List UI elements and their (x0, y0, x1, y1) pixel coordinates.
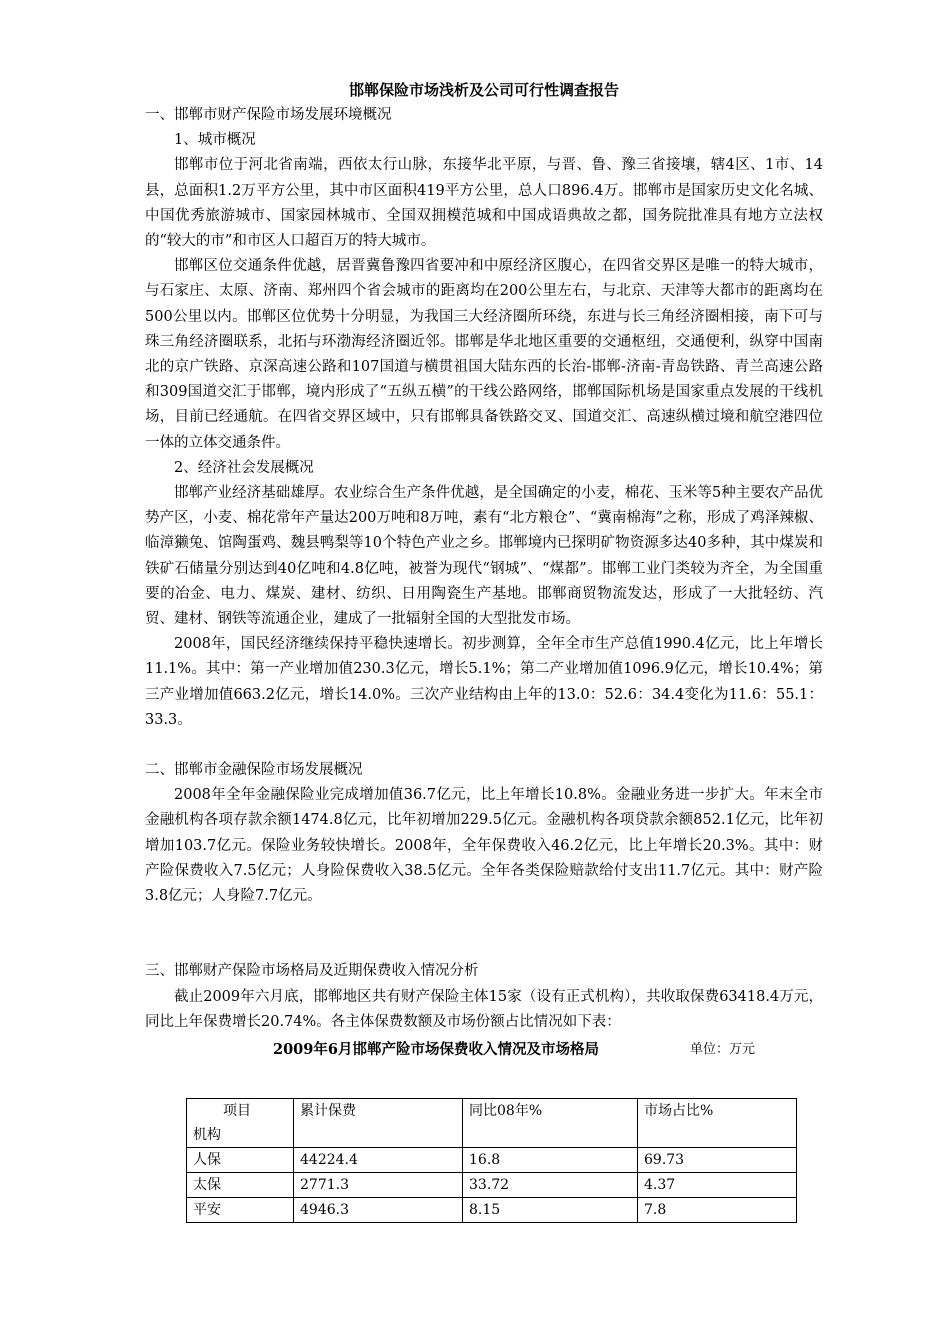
document-body (145, 78, 823, 1061)
premium-table (186, 1098, 797, 1223)
section1-sub2-heading: 2、经济社会发展概况 (174, 459, 314, 476)
header-cell-premium: 累计保费 (294, 1099, 463, 1148)
table-caption (145, 1037, 823, 1061)
spacer (145, 909, 823, 959)
cell-yoy: 8.15 (463, 1198, 638, 1223)
header-cell-yoy: 同比08年% (463, 1099, 638, 1148)
table-row (187, 1148, 797, 1173)
document-title: 邯郸保险市场浅析及公司可行性调查报告 (348, 81, 619, 99)
economy-paragraph-1: 邯郸产业经济基础雄厚。农业综合生产条件优越，是全国确定的小麦，棉花、玉米等5种主要农产品优势产区，小麦、棉花常年产量达200万吨和8万吨，素有“北方粮仓”、“冀南棉海”之称，形成了鸡泽辣椒、临漳獭兔、馆陶蛋鸡、魏县鸭梨等10个特色产业之乡。邯郸境内已探明矿物资源多达40多种，其中煤炭和铁矿石储量分别达到40亿吨和4.8亿吨，被誉为现代“钢城”、“煤都”。邯郸工业门类较为齐全，为全国重要的冶金、电力、煤炭、建材、纺织、日用陶瓷生产基地。邯郸商贸物流发达，形成了一大批轻纺、汽贸、建材、钢铁等流通企业，建成了一批辐射全国的大型批发市场。 (145, 485, 823, 628)
cell-name: 平安 (187, 1198, 294, 1223)
table-header-row (187, 1099, 797, 1148)
cell-name: 人保 (187, 1148, 294, 1173)
table-row (187, 1173, 797, 1198)
finance-paragraph-1: 2008年全年金融保险业完成增加值36.7亿元，比上年增长10.8%。金融业务进一步扩大。年末全市金融机构各项存款余额1474.8亿元，比年初增加229.5亿元。金融机构各项贷款余额852.1亿元，比年初增加103.7亿元。保险业务较快增长。2008年，全年保费收入46.2亿元，比上年增长20.3%。其中：财产险保费收入7.5亿元；人身险保费收入38.5亿元。全年各类保险赔款给付支出11.7亿元。其中：财产险3.8亿元；人身险7.7亿元。 (145, 787, 823, 905)
section1-sub1-heading: 1、城市概况 (174, 132, 256, 149)
cell-yoy: 16.8 (463, 1148, 638, 1173)
header-item-label: 项目 (223, 1103, 251, 1119)
cell-share: 4.37 (638, 1173, 797, 1198)
city-overview-paragraph-1: 邯郸市位于河北省南端，西依太行山脉，东接华北平原，与晋、鲁、豫三省接壤，辖4区、1市、14县，总面积1.2万平方公里，其中市区面积419平方公里，总人口896.4万。邯郸市是国家历史文化名城、中国优秀旅游城市、国家园林城市、全国双拥模范城和中国成语典故之都，国务院批准具有地方立法权的“较大的市”和市区人口超百万的特大城市。 (145, 157, 823, 250)
section1-heading: 一、邯郸市财产保险市场发展环境概况 (145, 107, 392, 123)
cell-yoy: 33.72 (463, 1173, 638, 1198)
table-title: 2009年6月邯郸产险市场保费收入情况及市场格局 (273, 1040, 599, 1058)
cell-name: 太保 (187, 1173, 294, 1198)
spacer (145, 733, 823, 758)
cell-share: 7.8 (638, 1198, 797, 1223)
city-overview-paragraph-2: 邯郸区位交通条件优越，居晋冀鲁豫四省要冲和中原经济区腹心，在四省交界区是唯一的特大城市，与石家庄、太原、济南、郑州四个省会城市的距离均在200公里左右，与北京、天津等大都市的距离均在500公里以内。邯郸区位优势十分明显，为我国三大经济圈所环绕，东进与长三角经济圈相接，南下可与珠三角经济圈联系，北拓与环渤海经济圈近邻。邯郸是华北地区重要的交通枢纽，交通便利，纵穿中国南北的京广铁路、京深高速公路和107国道与横贯祖国大陆东西的长治-邯郸-济南-青岛铁路、青兰高速公路和309国道交汇于邯郸，境内形成了“五纵五横”的干线公路网络，邯郸国际机场是国家重点发展的干线机场，目前已经通航。在四省交界区域中，只有邯郸具备铁路交叉、国道交汇、高速纵横过境和航空港四位一体的立体交通条件。 (145, 258, 823, 451)
cell-premium: 4946.3 (294, 1198, 463, 1223)
market-paragraph-1: 截止2009年六月底，邯郸地区共有财产保险主体15家（设有正式机构），共收取保费63418.4万元，同比上年保费增长20.74%。各主体保费数额及市场份额占比情况如下表： (145, 988, 823, 1030)
table-unit: 单位：万元 (690, 1041, 756, 1057)
cell-premium: 2771.3 (294, 1173, 463, 1198)
economy-paragraph-2: 2008年，国民经济继续保持平稳快速增长。初步测算，全年全市生产总值1990.4亿元，比上年增长11.1%。其中：第一产业增加值230.3亿元，增长5.1%；第二产业增加值1096.9亿元，增长10.4%；第三产业增加值663.2亿元，增长14.0%。三次产业结构由上年的13.0：52.6：34.4变化为11.6：55.1：33.3。 (145, 636, 823, 728)
table-row (187, 1198, 797, 1223)
header-cell-share: 市场占比% (638, 1099, 797, 1148)
section3-heading: 三、邯郸财产保险市场格局及近期保费收入情况分析 (145, 963, 479, 980)
cell-share: 69.73 (638, 1148, 797, 1173)
header-cell-item-institution (187, 1099, 294, 1148)
cell-premium: 44224.4 (294, 1148, 463, 1173)
header-institution-label: 机构 (193, 1127, 221, 1143)
section2-heading: 二、邯郸市金融保险市场发展概况 (145, 762, 363, 779)
